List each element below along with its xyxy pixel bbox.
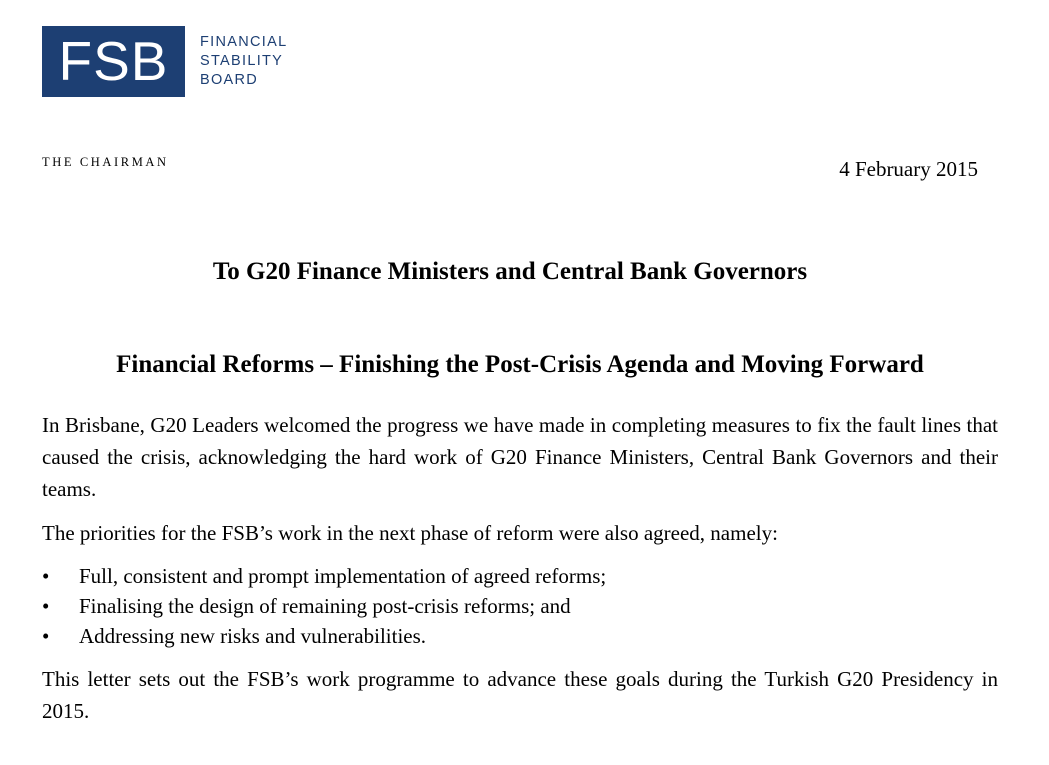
priority-list [42, 561, 998, 651]
paragraph-work-programme: This letter sets out the FSB’s work programme to advance these goals during the Turkish G20 Presidency in 2015. [42, 667, 998, 723]
list-item-text: Addressing new risks and vulnerabilities. [79, 624, 427, 648]
logo-wordmark [200, 33, 287, 90]
letter-date: 4 February 2015 [839, 157, 978, 181]
bullet-icon: • [42, 564, 50, 588]
paragraph-priorities: The priorities for the FSB’s work in the next phase of reform were also agreed, namely: [42, 521, 778, 545]
list-item [42, 561, 998, 591]
logo-mark: FSB [58, 30, 169, 92]
logo-line-financial: FINANCIAL [200, 34, 288, 50]
paragraph-brisbane: In Brisbane, G20 Leaders welcomed the progress we have made in completing measures to fix the fault lines that caused the crisis, acknowledging the hard work of G20 Finance Ministers, Central Bank Governors and their teams. [42, 413, 998, 501]
logo-line-stability: STABILITY [200, 53, 284, 69]
sender-title: THE CHAIRMAN [42, 155, 169, 169]
list-item [42, 621, 998, 651]
letter-body [42, 409, 998, 739]
list-item-text: Finalising the design of remaining post-crisis reforms; and [79, 594, 571, 618]
logo-box [42, 26, 185, 97]
list-item [42, 591, 998, 621]
fsb-logo [42, 26, 287, 97]
bullet-icon: • [42, 624, 50, 648]
logo-line-board: BOARD [200, 72, 259, 88]
subject-heading: Financial Reforms – Finishing the Post-Crisis Agenda and Moving Forward [116, 351, 924, 378]
addressee-heading: To G20 Finance Ministers and Central Bank Governors [212, 258, 808, 285]
bullet-icon: • [42, 594, 50, 618]
list-item-text: Full, consistent and prompt implementation of agreed reforms; [79, 564, 607, 588]
